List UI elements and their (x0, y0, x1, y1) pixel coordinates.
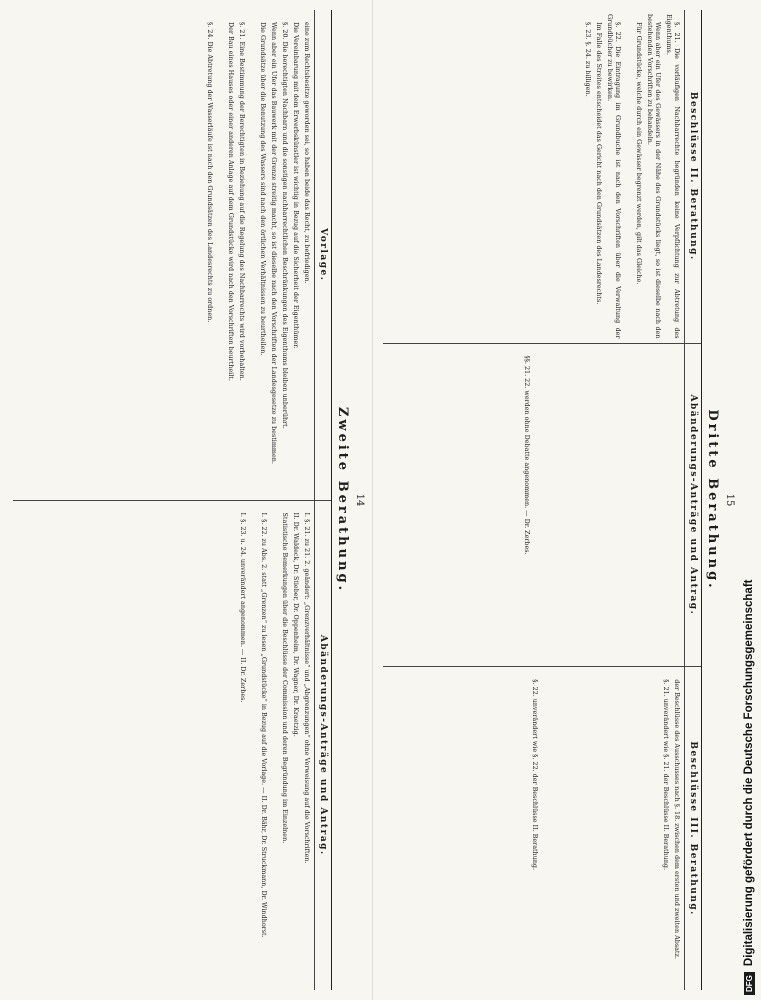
paragraph: §. 22. Die Eintragung im Grundbuche ist nach den Vorschriften über die Verwaltung der Grundbücher zu bewirken. (606, 14, 622, 339)
paragraph: der Beschlüsse des Ausschusses nach §. 18. zwischen dem ersten und zweiten Absatz. (673, 679, 681, 959)
paragraph: Die Vereinbarung mit dem Erwerbskünstler ist wichtig in Bezug auf die Sicherheit der Eigenthümer. (292, 22, 300, 349)
paragraph: I. §. 21. zu 21. 2. geändert: „Grenzverhältnisse“ und „Abgrenzungen“ ohne Verweisung auf die Vorschriften. (303, 512, 311, 864)
paragraph: II. Dr. Waldeck, Dr. Stieber, Dr. Oppenheim, Dr. Wagner, Dr. Kraetzig. (292, 512, 300, 737)
column-header: Abänderungs-Anträge und Antrag. (314, 501, 331, 991)
paragraph: eine zum Rechtsbesitze geworden sei, so haben beide das Recht, zu befriedigen. (303, 22, 311, 284)
paragraph: §. 21. Eine Bestimmung der Berechtigten in Beziehung auf die Regelung des Nachbarrechts wird vorbehalten. (238, 22, 246, 381)
paragraph: §. 21. unverändert wie §. 21. der Beschlüsse II. Berathung. (662, 679, 670, 871)
paragraph: §. 22. unverändert wie §. 22. der Beschlüsse II. Berathung. (531, 679, 539, 871)
left-page-number: 14 (354, 493, 365, 507)
column-header: Vorlage. (314, 10, 331, 500)
paragraph: §§. 21. 22. werden ohne Debatte angenommen. — Dr. Zerbes. (523, 355, 531, 555)
column-header: Beschlüsse II. Berathung. (684, 10, 701, 343)
column-header: Beschlüsse III. Berathung. (684, 667, 701, 990)
left-page-title: Zweite Berathung. (331, 10, 352, 990)
right-column-beschluesse-ii (383, 10, 701, 344)
paragraph: Die Grundsätze über die Benutzung des Wassers sind nach den örtlichen Verhältnissen zu beurtheilen. (259, 22, 267, 356)
right-column-antraege (383, 344, 701, 668)
right-table (383, 10, 701, 990)
column-header: Abänderungs-Anträge und Antrag. (684, 344, 701, 667)
left-page (6, 0, 366, 1000)
right-page (376, 0, 736, 1000)
paragraph: Statistische Bemerkungen über die Beschlüsse der Commission und deren Begründung im Einzelnen. (281, 512, 289, 844)
paragraph: Für Grundstücke, welche durch ein Gewässer begrenzt werden, gilt das Gleiche. (635, 22, 643, 285)
dfg-logo: DFG (744, 972, 755, 995)
paragraph: Im Falle des Streites entscheidet das Gericht nach den Grundsätzen des Landesrechts. (595, 22, 603, 305)
paragraph: I. §. 23. u. 24. unverändert angenommen. — II. Dr. Zerbes. (239, 512, 247, 703)
page-fold (372, 0, 373, 1000)
paragraph: Wenn aber ein Ufer das Bauwerk mit der Grenze streitig macht, so ist dieselbe nach den Vorschriften der Landesgesetze zu bestimmen. (270, 22, 278, 464)
left-table (13, 10, 331, 990)
left-column-antraege (13, 501, 331, 991)
paragraph: §. 24. Die Abtretung der Wasserläufe ist nach den Grundsätzen des Landesrechts zu ordnen. (206, 22, 214, 323)
paragraph: §. 21. Die vorläufigen Nachbarrechte begründen keine Verpflichtung zur Abtretung des Eigenthums. (665, 14, 681, 339)
paragraph: §. 23. §. 24. zu billigen. (584, 22, 592, 97)
paragraph: Der Bau eines Hauses oder einer anderen Anlage auf dem Grundstücke wird nach den Vorschriften beurtheilt. (227, 22, 235, 381)
dfg-credit-text: Digitalisierung gefördert durch die Deutsche Forschungsgemeinschaft (743, 579, 755, 967)
paragraph: §. 20. Die berechtigten Nachbarn und die sonstigen nachbarrechtlichen Beschränkungen des Eigenthums bleiben unberührt. (281, 22, 289, 429)
left-column-vorlage (13, 10, 331, 501)
right-column-beschluesse-iii (383, 667, 701, 990)
paragraph: I. §. 22. zu Abs. 2. statt „Grenzen“ zu lesen „Grundstücke“ in Bezug auf die Vorlage. — II. Dr. Bähr, Dr. Struckmann, Dr. Windhorst. (260, 512, 268, 938)
right-page-title: Dritte Berathung. (701, 10, 722, 990)
dfg-sidebar (739, 0, 759, 1000)
right-page-number: 15 (724, 493, 735, 507)
paragraph: Wenn aber ein Ufer des Gewässers in der Nähe des Grundstücks liegt, so ist dieselbe nach den bestehenden Vorschriften zu behandeln. (646, 14, 662, 339)
